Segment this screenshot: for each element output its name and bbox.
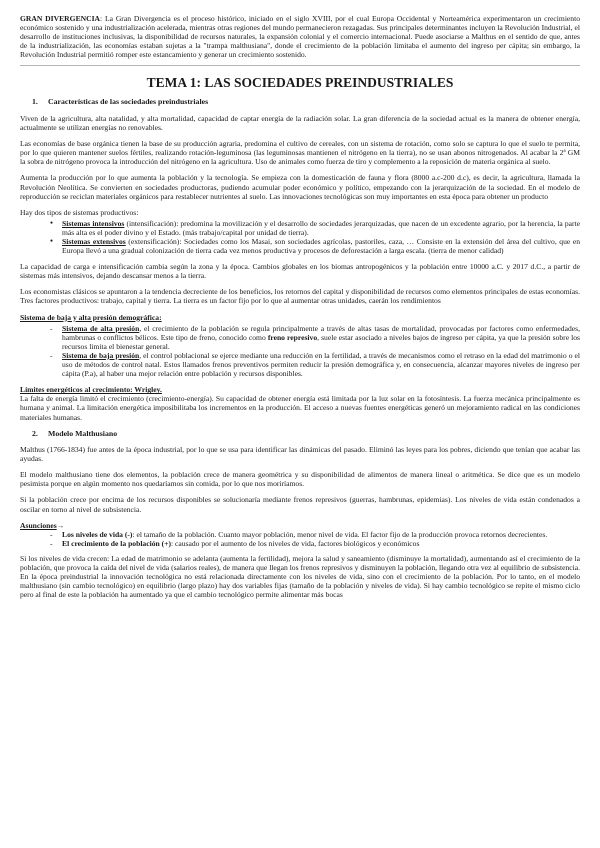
paragraph-s1-5: La capacidad de carga e intensificación cambia según la zona y la época. Cambios globales en los biomas antropogénicos y la población entre 10000 a.C. y 2017 d.C., a partir de sistemas más intensivos, dejando descansar menos a la tierra.: [20, 262, 580, 281]
section-1-number: 1.: [32, 97, 38, 107]
list-item-text: (extensificación): Sociedades como los Masai, son sociedades agrícolas, pastoriles, caza, … Consiste en la extensión del área del cultivo, que en Europa llevó a una gradual colonización de tierra cada vez menos productiva y procesos de deforestación a larga escala. (tierra de menor calidad): [62, 237, 580, 256]
list-item-text: : causado por el aumento de los niveles de vida, factores biológicos y económicos: [171, 538, 420, 548]
list-item: [20, 219, 580, 237]
list-item-text: , el crecimiento de la población se regula principalmente a través de altas tasas de mortalidad, provocadas por factores como enfermedades, hambrunas o conflictos bélicos. Este tipo de freno, conocido como: [62, 323, 580, 342]
list-item-term: Sistema de baja presión: [62, 350, 140, 360]
list-item-term: Sistemas extensivos: [62, 237, 126, 246]
list-item: [20, 351, 580, 378]
paragraph-s1-3: Aumenta la producción por lo que aumenta la población y la tecnología. Se empieza con la domesticación de fauna y flora (8000 a.c-200 d.c), es decir, la agricultura, llamada la Revolución Neolítica. Se convierten en sociedades productoras, pudiendo acumular poder económico y político, empezando con la jerarquización de la sociedad. En el modelo de reproducción se reciclan materiales orgánicos para restablecer nutrientes al suelo. Las innovaciones tecnológicas son muy importantes en esta época para obtener un producto: [20, 173, 580, 201]
assumptions-heading: [20, 521, 580, 530]
paragraph-s2-3: Si la población crece por encima de los recursos disponibles se solucionaría mediante frenos represivos (guerras, hambrunas, epidemias). Los niveles de vida están condenados a oscilar en torno al nivel de subsistencia.: [20, 495, 580, 514]
list-item: [20, 530, 580, 539]
assumptions-arrow: →: [56, 520, 65, 530]
section-2-heading: [32, 429, 580, 439]
list-item-term: El crecimiento de la población (+): [62, 538, 172, 548]
section-1-title: Características de las sociedades preindustriales: [48, 97, 209, 107]
subheading-pressure: [20, 313, 580, 322]
list-item-term: Sistema de alta presión: [62, 323, 140, 333]
paragraph-s2-4: Si los niveles de vida crecen: La edad de matrimonio se adelanta (aumenta la fertilidad), mejora la salud y saneamiento (disminuye la mortalidad), aumentando así el crecimiento de la población, que provoca la caída del nivel de vida (salarios reales), de manera que llegan los frenos represivos y disminuyen la población, llegando otra vez al equilibrio de subsistencia. En la época preindustrial la innovación tecnológica no está relacionada directamente con los niveles de vida, sino con el crecimiento de la población. Por lo tanto, en el modelo malthusiano (sin cambio tecnológico) en equilibrio (largo plazo) hay dos variables fijas (tamaño de la población y niveles de vida). Si hay cambio tecnológico se repite el mismo ciclo pero al final de este la población ha aumentado ya que el cambio tecnológico permite alimentar más bocas: [20, 553, 580, 600]
list-item-text: (intensificación): predomina la movilización y el desarrollo de sociedades jerarquizadas, que nacen de un excedente agrario, por la herencia, la parte más alta es el poder divino y el Estado. (más trabajo/capital por unidad de tierra).: [62, 218, 581, 237]
paragraph-s1-6: Los economistas clásicos se apuntaron a la tendencia decreciente de los beneficios, los retornos del capital y disponibilidad de recursos como elementos principales de estas economías. Tres factores productivos: trabajo, capital y tierra. La tierra es un factor fijo por lo que al aumentar otras unidades, caerán los rendimientos: [20, 287, 580, 306]
intro-paragraph: [20, 14, 580, 59]
assumptions-label: Asunciones: [20, 520, 57, 530]
list-item: [20, 237, 580, 255]
list-item-text-end: , suele estar asociado a niveles bajos de ingreso per cápita, ya que la presión sobre los recursos limita el bienestar general.: [62, 332, 581, 351]
section-2-number: 2.: [32, 428, 38, 438]
paragraph-s1-7: La falta de energía limitó el crecimiento (crecimiento-energía). Su capacidad de obtener energía está limitada por la luz solar en la fotosíntesis. La fuerza mecánica principalmente es humana y animal. La limitación energética imposibilitaba los incrementos en la producción. El acceso a nuevas fuentes energéticas generó un mejoramiento radical en las condiciones materiales humanas.: [20, 394, 580, 422]
paragraph-s1-1: Viven de la agricultura, alta natalidad, y alta mortalidad, capacidad de captar energía de la radiación solar. La gran diferencia de la sociedad actual es la manera de obtener energía, actualmente se utilizan energías no renovables.: [20, 113, 580, 133]
subheading-pressure-text: Sistema de baja y alta presión demográfica:: [20, 312, 162, 322]
section-2-title: Modelo Malthusiano: [48, 428, 118, 438]
intro-text: : La Gran Divergencia es el proceso histórico, iniciado en el siglo XVIII, por el cual Europa Occidental y Norteamérica experimentaron un crecimiento económico sostenido y una industrialización acelerada, mientras otras regiones del mundo permanecieron rezagadas. Sus principales determinantes incluyen la Revolución Industrial, el desarrollo de instituciones inclusivas, la disponibilidad de recursos naturales, la expansión colonial y el comercio internacional. Puede asociarse a Malthus en el sentido de que, antes de la industrialización, las economías estaban sujetas a la "trampa malthusiana", donde el crecimiento de la población limitaba el aumento del ingreso per cápita; sin embargo, la Revolución Industrial permitió romper este estancamiento y generar un crecimiento sostenido.: [20, 14, 580, 60]
intro-term: GRAN DIVERGENCIA: [20, 14, 101, 23]
paragraph-s2-2: El modelo malthusiano tiene dos elementos, la población crece de manera geométrica y su disponibilidad de alimentos de manera lineal o aritmética. Se dice que es un modelo pesimista porque en algún momento nos quedaríamos sin comida, por lo que nos moriríamos.: [20, 470, 580, 489]
divider: [20, 65, 580, 66]
subheading-wrigley: [20, 385, 580, 394]
paragraph-s1-2: Las economías de base orgánica tienen la base de su producción agraria, predomina el cultivo de cereales, con un sistema de rotación, como solo se captura lo que el suelo te permita, por lo que quieren mantener suelos fértiles, realizando rotación-leguminosa (las leguminosas mantienen el nitrógeno en la tierra), no se usan abonos nitrogenados. Al acabar la 2ª GM la sobra de nitrógeno provoca la introducción del nitrógeno en la agricultura. Uso de animales como fuerza de tiro y complemento a la reposición de materia orgánica al suelo.: [20, 139, 580, 167]
paragraph-s1-4: Hay dos tipos de sistemas productivos:: [20, 207, 139, 217]
pressure-systems-list: [20, 324, 580, 379]
list-item-text: : el tamaño de la población. Cuanto mayor población, menor nivel de vida. El factor fijo de la producción provoca retornos decrecientes.: [132, 529, 548, 539]
list-item: [20, 324, 580, 351]
section-1-heading: [32, 97, 580, 107]
list-item-term: Sistemas intensivos: [62, 218, 125, 228]
production-systems-list: [20, 219, 580, 255]
list-item-term-inline: freno represivo: [267, 332, 318, 342]
list-item: [20, 539, 580, 548]
paragraph-s2-1: Malthus (1766-1834) fue antes de la época industrial, por lo que se usa para identificar las dinámicas del pasado. Eliminó las leyes para los pobres, diciendo que tenían que acabar las ayudas.: [20, 445, 580, 464]
assumptions-list: [20, 530, 580, 548]
list-item-text: , el control poblacional se ejerce mediante una reducción en la fertilidad, a través de mecanismos como el retraso en la edad del matrimonio o el uso de métodos de control natal. Estos llamados frenos preventivos permiten reducir la presión demográfica y, en consecuencia, alcanzar mayores niveles de ingreso per cápita (P.a), al haber una mejor relación entre población y recursos disponibles.: [62, 350, 580, 379]
page-title: TEMA 1: LAS SOCIEDADES PREINDUSTRIALES: [146, 75, 454, 91]
subheading-wrigley-text: Límites energéticos al crecimiento: Wrigley.: [20, 385, 162, 395]
list-item-term: Los niveles de vida (-): [62, 529, 133, 539]
